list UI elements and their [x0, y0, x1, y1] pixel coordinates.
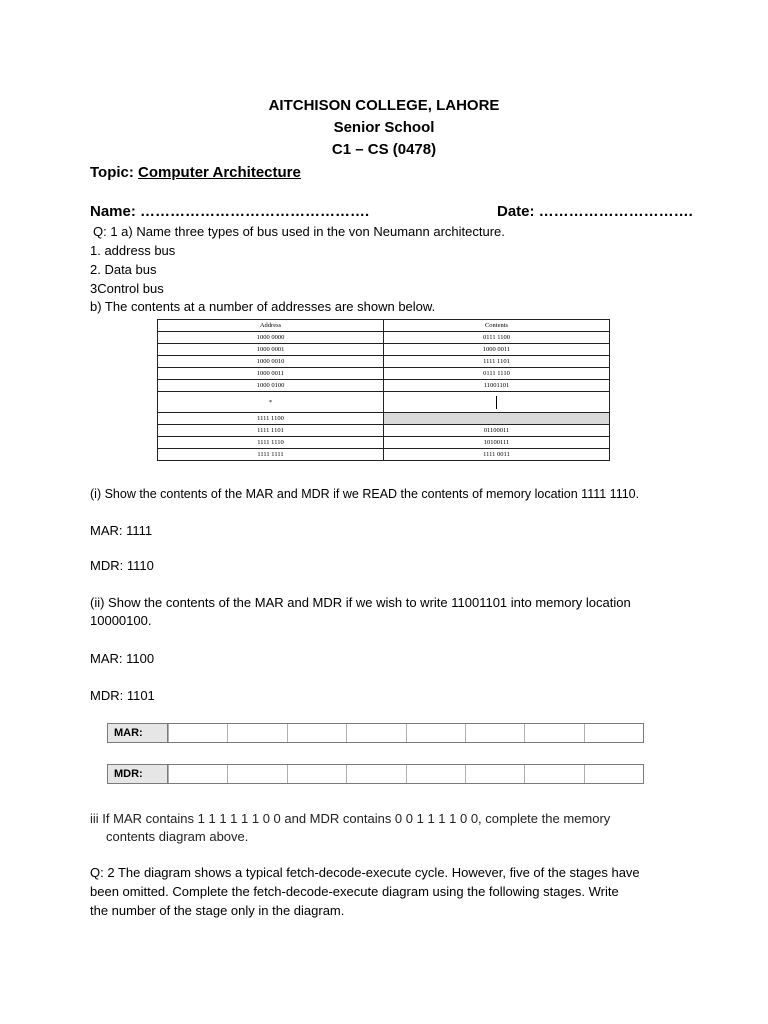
contents-cell: 0111 1110	[384, 368, 610, 380]
mar-bit-cell[interactable]	[227, 724, 286, 742]
mar-bit-cell[interactable]	[406, 724, 465, 742]
address-cell: 1000 0000	[158, 332, 384, 344]
part-ii-mar: MAR: 1100	[90, 651, 155, 666]
part-i-question: (i) Show the contents of the MAR and MDR if we READ the contents of memory location 1111 1110.	[90, 487, 640, 501]
q1-a: Q: 1 a) Name three types of bus used in the von Neumann architecture.	[93, 224, 505, 239]
address-cell: 1111 1101	[158, 425, 384, 437]
contents-cell: 10100111	[384, 437, 610, 449]
mdr-bit-cell[interactable]	[346, 765, 405, 783]
part-iii-line2: contents diagram above.	[106, 829, 249, 844]
memory-table	[157, 319, 610, 461]
mar-bit-cell[interactable]	[524, 724, 583, 742]
mdr-register-row	[107, 764, 644, 784]
mar-register-row	[107, 723, 644, 743]
date-field: Date: ………………………….	[497, 203, 693, 220]
mdr-bit-cell[interactable]	[168, 765, 227, 783]
address-cell: 1000 0011	[158, 368, 384, 380]
contents-cell: 1111 1101	[384, 356, 610, 368]
q2-line2: been omitted. Complete the fetch-decode-execute diagram using the following stages. Write	[90, 884, 619, 899]
topic-label: Topic:	[90, 164, 139, 181]
q1-answer-1: 1. address bus	[90, 243, 176, 258]
address-cell: 1000 0001	[158, 344, 384, 356]
mar-bit-cell[interactable]	[346, 724, 405, 742]
q2-line3: the number of the stage only in the diagram.	[90, 903, 345, 918]
part-i-mar: MAR: 1111	[90, 523, 153, 538]
school-title: Senior School	[333, 119, 435, 136]
course-title: C1 – CS (0478)	[331, 141, 437, 158]
part-i-mdr: MDR: 1110	[90, 558, 154, 573]
address-cell: *	[158, 392, 384, 413]
part-ii-question-line1: (ii) Show the contents of the MAR and MDR if we wish to write 11001101 into memory location	[90, 595, 631, 610]
address-cell: 1000 0010	[158, 356, 384, 368]
mdr-bit-cell[interactable]	[406, 765, 465, 783]
topic-line	[90, 164, 301, 181]
mdr-bit-cell[interactable]	[465, 765, 524, 783]
mdr-register-label: MDR:	[108, 765, 168, 783]
mdr-bit-cell[interactable]	[584, 765, 643, 783]
contents-header: Contents	[384, 320, 610, 332]
contents-cell-cursor	[384, 392, 610, 413]
part-iii-line1: iii If MAR contains 1 1 1 1 1 1 0 0 and MDR contains 0 0 1 1 1 1 0 0, complete the memory	[90, 811, 611, 826]
q1-answer-3: 3Control bus	[90, 281, 164, 296]
address-header: Address	[158, 320, 384, 332]
part-ii-mdr: MDR: 1101	[90, 688, 155, 703]
mar-register-label: MAR:	[108, 724, 168, 742]
address-cell: 1111 1100	[158, 413, 384, 425]
college-title: AITCHISON COLLEGE, LAHORE	[268, 97, 500, 114]
contents-cell-shaded	[384, 413, 610, 425]
mar-bit-cell[interactable]	[168, 724, 227, 742]
contents-cell: 11001101	[384, 380, 610, 392]
q1-answer-2: 2. Data bus	[90, 262, 157, 277]
q1-b: b) The contents at a number of addresses are shown below.	[90, 299, 436, 314]
contents-cell: 1111 0011	[384, 449, 610, 461]
mdr-bit-cell[interactable]	[524, 765, 583, 783]
mar-bit-cell[interactable]	[584, 724, 643, 742]
address-cell: 1111 1111	[158, 449, 384, 461]
address-cell: 1000 0100	[158, 380, 384, 392]
contents-cell: 01100011	[384, 425, 610, 437]
q2-line1: Q: 2 The diagram shows a typical fetch-decode-execute cycle. However, five of the stages have	[90, 865, 640, 880]
contents-cell: 1000 0011	[384, 344, 610, 356]
mdr-bit-cell[interactable]	[227, 765, 286, 783]
topic-value: Computer Architecture	[138, 164, 301, 181]
contents-cell: 0111 1100	[384, 332, 610, 344]
mar-bit-cell[interactable]	[287, 724, 346, 742]
mar-bit-cell[interactable]	[465, 724, 524, 742]
part-ii-question-line2: 10000100.	[90, 613, 152, 628]
name-field: Name: ……………………………………….	[90, 203, 370, 220]
text-cursor-icon	[496, 396, 498, 409]
address-cell: 1111 1110	[158, 437, 384, 449]
mdr-bit-cell[interactable]	[287, 765, 346, 783]
